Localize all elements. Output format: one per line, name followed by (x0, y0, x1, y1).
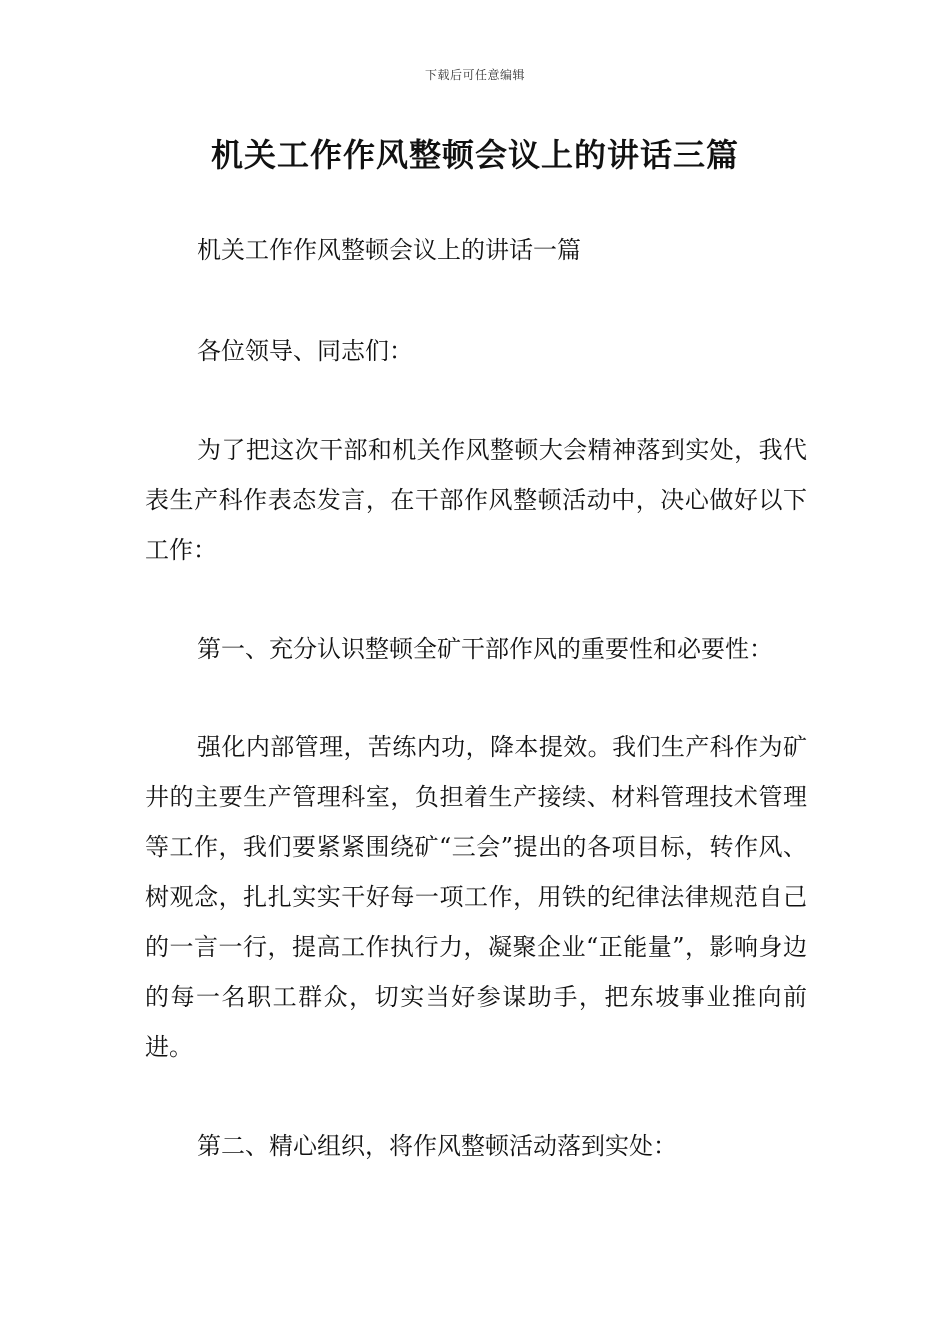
page-header-note: 下载后可任意编辑 (424, 68, 525, 82)
point-one-body: 强化内部管理，苦练内功，降本提效。我们生产科作为矿井的主要生产管理科室，负担着生产接续、材料管理技术管理等工作，我们要紧紧围绕矿“三会”提出的各项目标，转作风、树观念，扎扎实实干好每一项工作，用铁的纪律法律规范自己的一言一行，提高工作执行力，凝聚企业“正能量”，影响身边的每一名职工群众，切实当好参谋助手，把东坡事业推向前进。 (145, 733, 807, 1061)
salutation-paragraph: 各位领导、同志们： (197, 337, 413, 365)
intro-paragraph: 为了把这次干部和机关作风整顿大会精神落到实处，我代表生产科作表态发言，在干部作风整顿活动中，决心做好以下工作： (145, 436, 807, 564)
section-subtitle: 机关工作作风整顿会议上的讲话一篇 (197, 236, 581, 264)
document-title: 机关工作作风整顿会议上的讲话三篇 (210, 136, 739, 174)
point-one-heading: 第一、充分认识整顿全矿干部作风的重要性和必要性： (197, 635, 773, 663)
point-two-heading: 第二、精心组织，将作风整顿活动落到实处： (197, 1132, 677, 1160)
